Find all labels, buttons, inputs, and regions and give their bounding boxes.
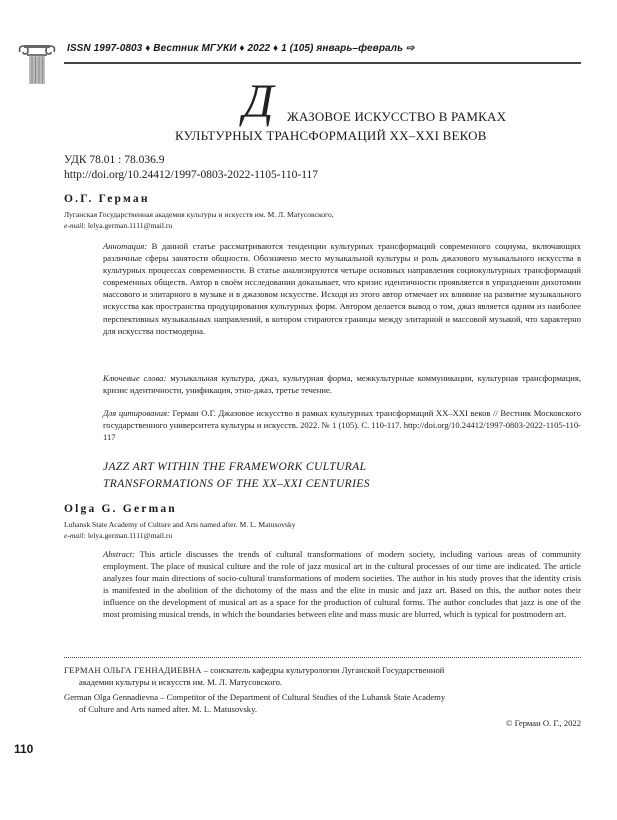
title-line-2: КУЛЬТУРНЫХ ТРАНСФОРМАЦИЙ XX–XXI ВЕКОВ [175,128,487,143]
author-name-ru: О.Г. Герман [64,193,150,205]
author-info-en-line-1: German Olga Gennadievna – Competitor of the Department of Cultural Studies of the Luhansk State Academy [64,692,446,702]
header-rule [64,62,581,64]
doi-link[interactable]: http://doi.org/10.24412/1997-0803-2022-1105-110-117 [64,169,319,181]
abstract-text: В данной статье рассматриваются тенденции культурных трансформаций современного социума, включающих различные сферы занятости общности. Обозначено место музыкальной культуры и роль джазового музыкального искусства в культурных процессах современности. В статье анализируются четыре основных направления социокультурных трансформаций современных обществ. Автор в своём исследовании доказывает, что кризис идентичности проявляется в упразднении дихотомии массового и элитарного в музыке и в джазовом искусстве. Исходя из этого автор отмечает их влияние на развитие музыкального искусства как пространства продуцирования культурных форм. Автором делается вывод о том, джаз является одним из наиболее перспективных музыкальных направлений, в котором стираются границы между элитарной и массовой музыкой, что характерно для искусства постмодерна. [103,241,581,336]
abstract-en [103,548,581,621]
author-info-ru-rest: – соискатель кафедры культурологии Луганской Государственной [201,665,445,675]
ionic-column-icon [16,42,58,86]
email-address[interactable]: lelya.german.1111@mail.ru [85,531,173,540]
running-head: ISSN 1997-0803 ♦ Вестник МГУКИ ♦ 2022 ♦ 1 (105) январь–февраль ⇨ [67,43,415,54]
abstract-text: This article discusses the trends of cultural transformations of modern society, including various areas of community employment. The place of musical culture and the role of jazz musical art in the cultural processes of our time are indicated. The article analyzes four main directions of socio-cultural transformations of modern societies. The author in his study proves that the identity crisis is manifested in the abolition of the dichotomy of the mass and the elite in music and jazz art. Based on this, the author notes their influence on the development of musical art as a space for the production of cultural forms. The author concludes that jazz is one of the most promising musical trends, in which the boundaries between elite and mass music are blurred, which is typical for postmodern art. [103,549,581,620]
author-info-en-line-2: of Culture and Arts named after. M. L. Matusovsky. [79,704,257,714]
keywords-label: Ключевые слова: [103,373,167,383]
udc-code: УДК 78.01 : 78.036.9 [64,154,165,166]
abstract-ru [103,240,581,337]
author-email-en [64,531,172,540]
author-info-ru-name: ГЕРМАН ОЛЬГА ГЕННАДИЕВНА [64,665,202,675]
citation-label: Для цитирования: [103,408,170,418]
copyright: © Герман О. Г., 2022 [505,718,581,728]
title-dropcap: Д [243,75,274,128]
keywords-ru [103,372,581,396]
author-affiliation-en: Luhansk State Academy of Culture and Arts named after. M. L. Matusovsky [64,520,296,529]
citation-ru [103,407,581,443]
en-title-line-1: JAZZ ART WITHIN THE FRAMEWORK CULTURAL [103,461,367,473]
author-name-en: Olga G. German [64,503,177,515]
abstract-label: Abstract: [103,549,135,559]
author-info-ru-line-2: академии культуры и искусств им. М. Л. Матусовского. [79,677,283,687]
en-title-line-2: TRANSFORMATIONS OF THE XX–XXI CENTURIES [103,478,370,490]
title-line-1: ЖАЗОВОЕ ИСКУССТВО В РАМКАХ [287,109,507,124]
page-number: 110 [14,742,34,756]
author-affiliation-ru: Луганская Государственная академия культуры и искусств им. М. Л. Матусовского, [64,210,334,219]
email-address[interactable]: lelya.german.1111@mail.ru [85,221,173,230]
citation-text: Герман О.Г. Джазовое искусство в рамках культурных трансформаций XX–XXI веков // Вестник Московского государственного университета культуры и искусств. 2022. № 1 (105). С. 110-117. http://doi.org/10.24412/1997-0803-2022-1105-110-117 [103,408,581,443]
author-info-en [64,691,582,715]
email-label: e-mail: [64,531,86,540]
author-email-ru [64,221,172,230]
keywords-text: музыкальная культура, джаз, культурная форма, межкультурные коммуникации, культурная трансформация, кризис идентичности, унификация, этно-джаз, третье течение. [103,373,582,396]
email-label: e-mail: [64,221,86,230]
author-info-ru [64,664,582,688]
abstract-label: Аннотация: [103,241,148,251]
footnote-rule [64,657,581,658]
